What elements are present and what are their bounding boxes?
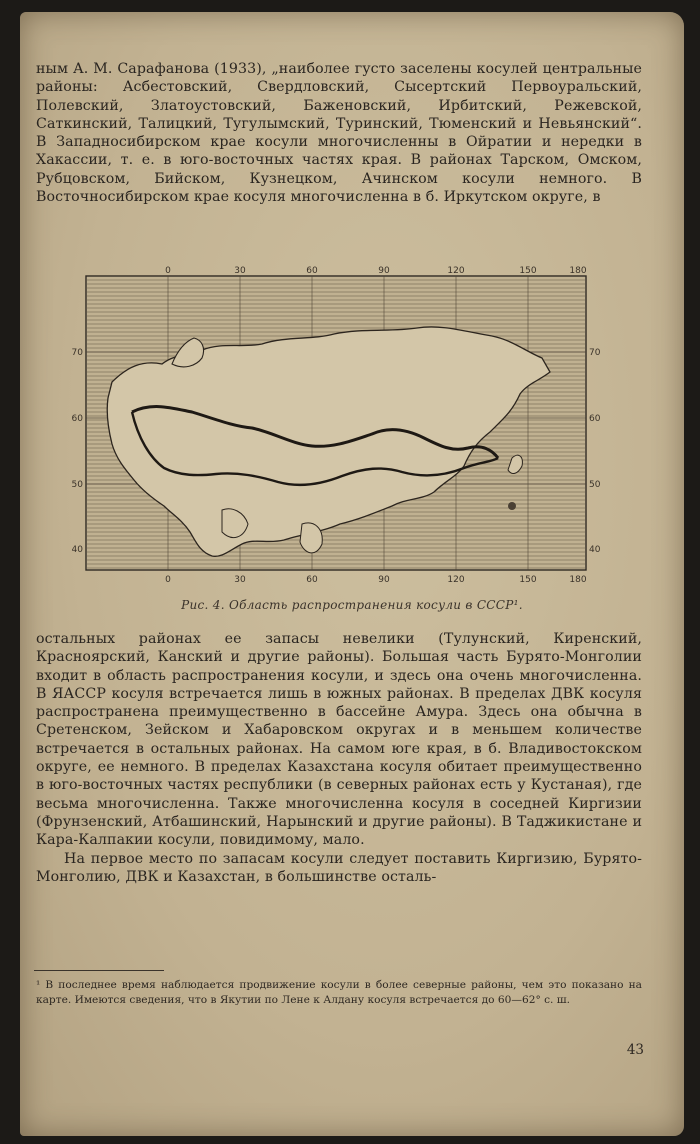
top-tick: 60 [306, 266, 318, 276]
bottom-tick: 30 [234, 575, 246, 585]
left-tick: 40 [72, 545, 83, 555]
top-tick: 30 [234, 266, 246, 276]
right-tick: 40 [589, 545, 600, 555]
bottom-tick: 60 [306, 575, 318, 585]
footnote: ¹ В последнее время наблюдается продвижение косули в более северные районы, чем это показано на карте. Имеются сведения, что в Якутии по Лене к Алдану косуля встречается до 60—62° с. ш. [36, 979, 642, 1006]
left-tick-labels [72, 348, 83, 555]
bottom-paragraph-1: остальных районах ее запасы невелики (Тулунский, Киренский, Красноярский, Канский и другие районы). Большая часть Бурято-Монголии входит в область распространения косули, и здесь она очень многочисленна. В ЯАССР косуля встречается лишь в южных районах. В пределах ДВК косуля распространена преимущественно в бассейне Амура. Здесь она обычна в Сретенском, Зейском и Хабаровском округах и в меньшем количестве встречается в остальных районах. На самом юге края, в б. Владивостокском округе, ее немного. В пределах Казахстана косуля обитает преимущественно в юго-восточных частях республики (в северных районах есть у Кустаная), где весьма многочисленна. Также многочисленна косуля в соседней Киргизии (Фрунзенский, Атбашинский, Нарынский и другие районы). В Таджикистане и Кара-Калпакии косули, повидимому, мало. [36, 631, 642, 849]
bottom-text-block [36, 630, 642, 886]
top-tick: 90 [378, 266, 390, 276]
top-tick: 150 [519, 266, 537, 276]
top-tick-labels [165, 266, 587, 276]
book-page [20, 12, 684, 1136]
top-tick: 0 [165, 266, 171, 276]
top-tick: 180 [569, 266, 587, 276]
page-number: 43 [626, 1042, 644, 1058]
bottom-paragraph-2: На первое место по запасам косули следует поставить Киргизию, Бурято-Монголию, ДВК и Казахстан, в большинстве осталь- [36, 850, 642, 885]
bottom-tick: 180 [569, 575, 587, 585]
range-map [72, 262, 600, 592]
bottom-tick: 120 [447, 575, 465, 585]
right-tick: 50 [589, 480, 600, 490]
top-paragraph-block [36, 60, 642, 206]
right-tick: 60 [589, 414, 600, 424]
right-tick-labels [589, 348, 600, 555]
bottom-tick: 90 [378, 575, 390, 585]
left-tick: 60 [72, 414, 83, 424]
range-map-svg [72, 262, 600, 592]
left-tick: 70 [72, 348, 83, 358]
figure-caption: Рис. 4. Область распространения косули в СССР¹. [181, 598, 523, 612]
bottom-tick-labels [165, 575, 587, 585]
bottom-tick: 0 [165, 575, 171, 585]
map-dot [508, 502, 516, 510]
top-paragraph: ным А. М. Сарафанова (1933), „наиболее густо заселены косулей центральные районы: Асбестовский, Свердловский, Сысертский Первоуральский, Полевский, Златоустовский, Баженовский, Ирбитский, Режевской, Саткинский, Талицкий, Тугулымский, Туринский, Тюменский и Невьянский“. В Западносибирском крае косули многочисленны в Ойратии и нередки в Хакассии, т. е. в юго-восточных частях края. В районах Тарском, Омском, Рубцовском, Бийском, Кузнецком, Ачинском косули немного. В Восточносибирском крае косуля многочисленна в б. Иркутском округе, в [36, 61, 642, 206]
bottom-tick: 150 [519, 575, 537, 585]
top-tick: 120 [447, 266, 465, 276]
left-tick: 50 [72, 480, 83, 490]
right-tick: 70 [589, 348, 600, 358]
footnote-rule [34, 970, 164, 971]
